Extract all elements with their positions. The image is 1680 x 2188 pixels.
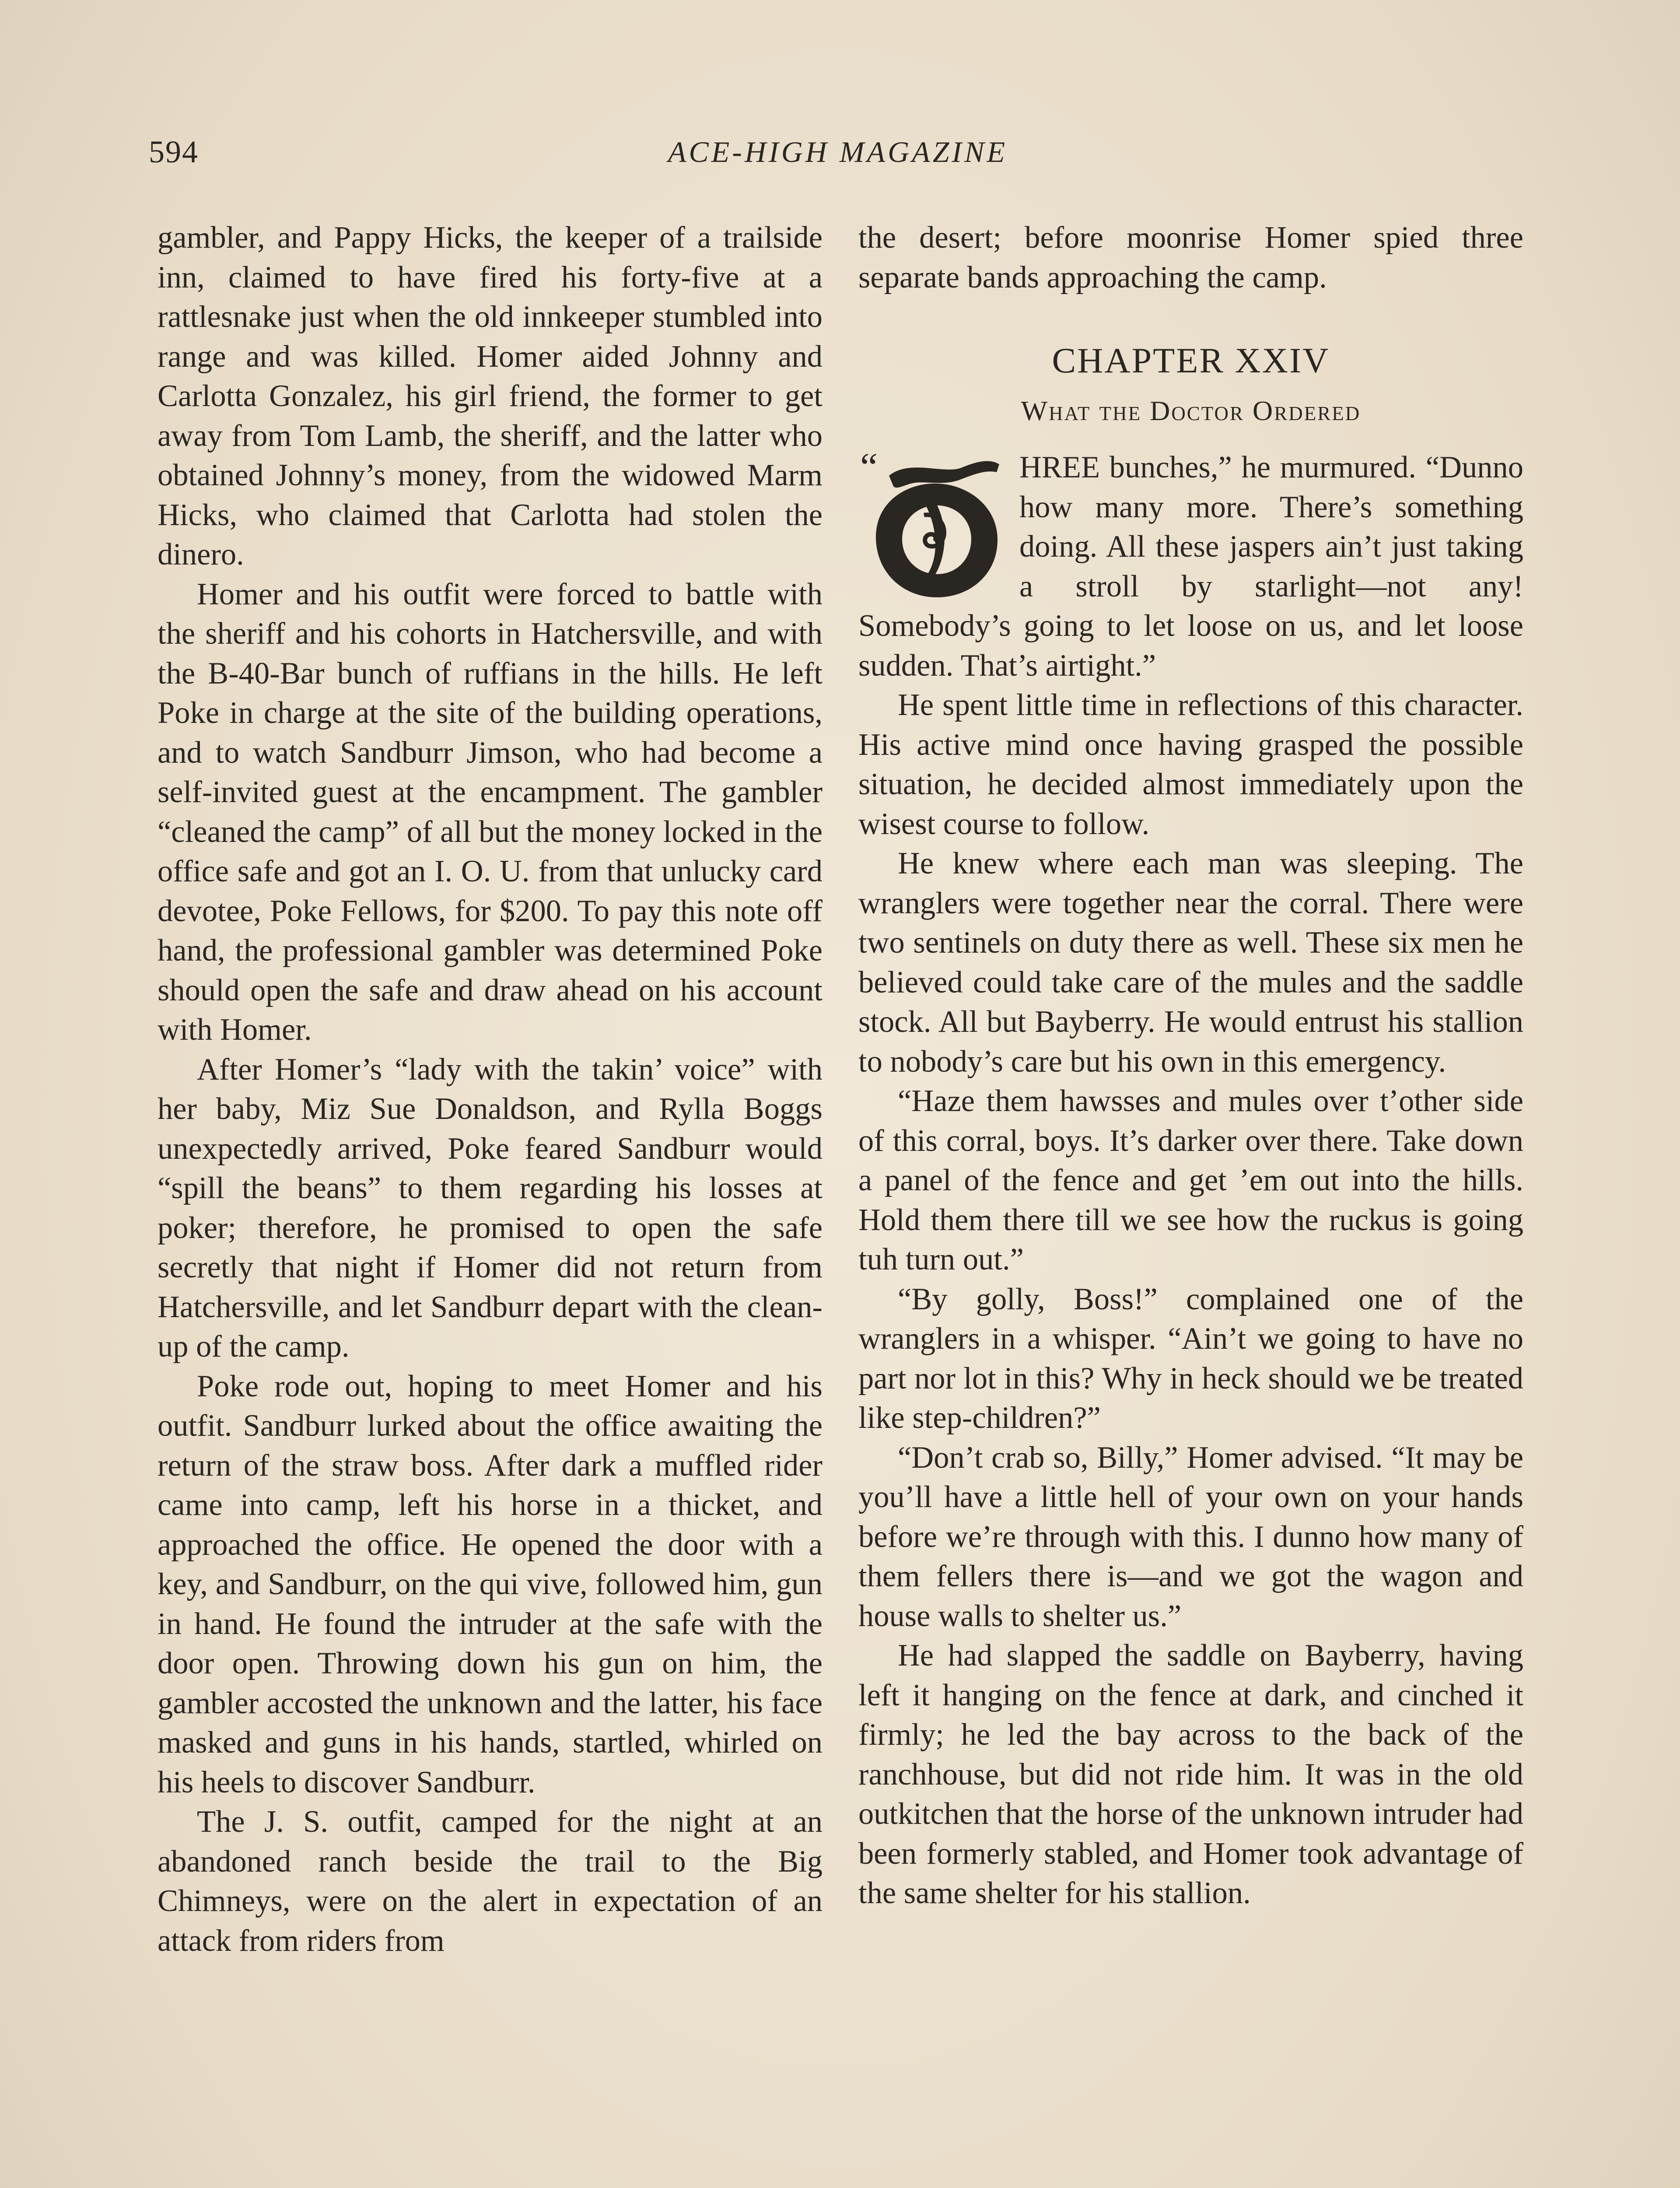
chapter-subtitle: What the Doctor Ordered bbox=[1021, 395, 1361, 426]
paragraph: He spent little time in reflections of this character. His active mind once having grasped the possible situation, he decided almost immediately upon the wisest course to follow. bbox=[858, 688, 1523, 841]
left-column bbox=[158, 218, 822, 1960]
chapter-title: CHAPTER XXIV bbox=[1052, 340, 1330, 380]
dropcap-ornament-icon bbox=[858, 449, 1007, 603]
page-header bbox=[149, 128, 1527, 180]
chapter-opening bbox=[858, 448, 1523, 685]
paragraph: He knew where each man was sleeping. The wranglers were together near the corral. There were two sentinels on duty there as well. These six men he believed could take care of the mules and the saddle stock. All but Bayberry. He would entrust his stallion to nobody’s care but his own in this emergency. bbox=[858, 846, 1523, 1079]
continuation-paragraph: the desert; before moonrise Homer spied three separate bands approaching the camp. bbox=[858, 221, 1523, 295]
paragraph: “Haze them hawsses and mules over t’other side of this corral, boys. It’s darker over there. Take down a panel of the fence and get ’em out into the hills. Hold them there till we see how the ruckus is going tuh turn out.” bbox=[858, 1084, 1523, 1276]
paragraph: The J. S. outfit, camped for the night at an abandoned ranch beside the trail to the Big Chimneys, were on the alert in expectation of an attack from riders from bbox=[158, 1805, 822, 1958]
paragraph: “By golly, Boss!” complained one of the wranglers in a whisper. “Ain’t we going to have no part nor lot in this? Why in heck should we be treated like step-children?” bbox=[858, 1282, 1523, 1435]
paragraph: “Don’t crab so, Billy,” Homer advised. “It may be you’ll have a little hell of your own on your hands before we’re through with this. I dunno how many of them fellers there is—and we got the wagon and house walls to shelter us.” bbox=[858, 1440, 1523, 1633]
paragraph: He had slapped the saddle on Bayberry, having left it hanging on the fence at dark, and cinched it firmly; he led the bay across to the back of the ranchhouse, but did not ride him. It was in the old outkitchen that the horse of the unknown intruder had been formerly stabled, and Homer took advantage of the same shelter for his stallion. bbox=[858, 1638, 1523, 1910]
paragraph: gambler, and Pappy Hicks, the keeper of a trailside inn, claimed to have fired his forty-five at a rattlesnake just when the old innkeeper stumbled into range and was killed. Homer aided Johnny and Carlotta Gonzalez, his girl friend, the former to get away from Tom Lamb, the sheriff, and the latter who obtained Johnny’s money, from the widowed Marm Hicks, who claimed that Carlotta had stolen the dinero. bbox=[158, 221, 822, 572]
right-column bbox=[858, 218, 1523, 1913]
paragraph: Poke rode out, hoping to meet Homer and his outfit. Sandburr lurked about the office awaiting the return of the straw boss. After dark a muffled rider came into camp, left his horse in a thicket, and approached the office. He opened the door with a key, and Sandburr, on the qui vive, followed him, gun in hand. He found the intruder at the safe with the door open. Throwing down his gun on him, the gambler accosted the unknown and the latter, his face masked and guns in his hands, startled, whirled on his heels to discover Sandburr. bbox=[158, 1369, 822, 1799]
paragraph: Homer and his outfit were forced to battle with the sheriff and his cohorts in Hatchersville, and with the B-40-Bar bunch of ruffians in the hills. He left Poke in charge at the site of the building operations, and to watch Sandburr Jimson, who had become a self-invited guest at the encampment. The gambler “cleaned the camp” of all but the money locked in the office safe and got an I. O. U. from that unlucky card devotee, Poke Fellows, for $200. To pay this note off hand, the professional gambler was determined Poke should open the safe and draw ahead on his account with Homer. bbox=[158, 577, 822, 1047]
paragraph: After Homer’s “lady with the takin’ voice” with her baby, Miz Sue Donaldson, and Rylla Boggs unexpectedly arrived, Poke feared Sandburr would “spill the beans” to them regarding his losses at poker; therefore, he promised to open the safe secretly that night if Homer did not return from Hatchersville, and let Sandburr depart with the clean-up of the camp. bbox=[158, 1052, 822, 1364]
opening-quote: “ bbox=[860, 449, 878, 489]
opening-paragraph: HREE bunches,” he murmured. “Dunno how many more. There’s something doing. All these jaspers ain’t just taking a stroll by starlight—not any! Somebody’s going to let loose on us, and let loose sudden. That’s airtight.” bbox=[858, 450, 1523, 683]
running-title: ACE-HIGH MAGAZINE bbox=[668, 135, 1008, 168]
page-number: 594 bbox=[149, 134, 199, 169]
dropcap-t-ornament bbox=[858, 449, 1007, 603]
